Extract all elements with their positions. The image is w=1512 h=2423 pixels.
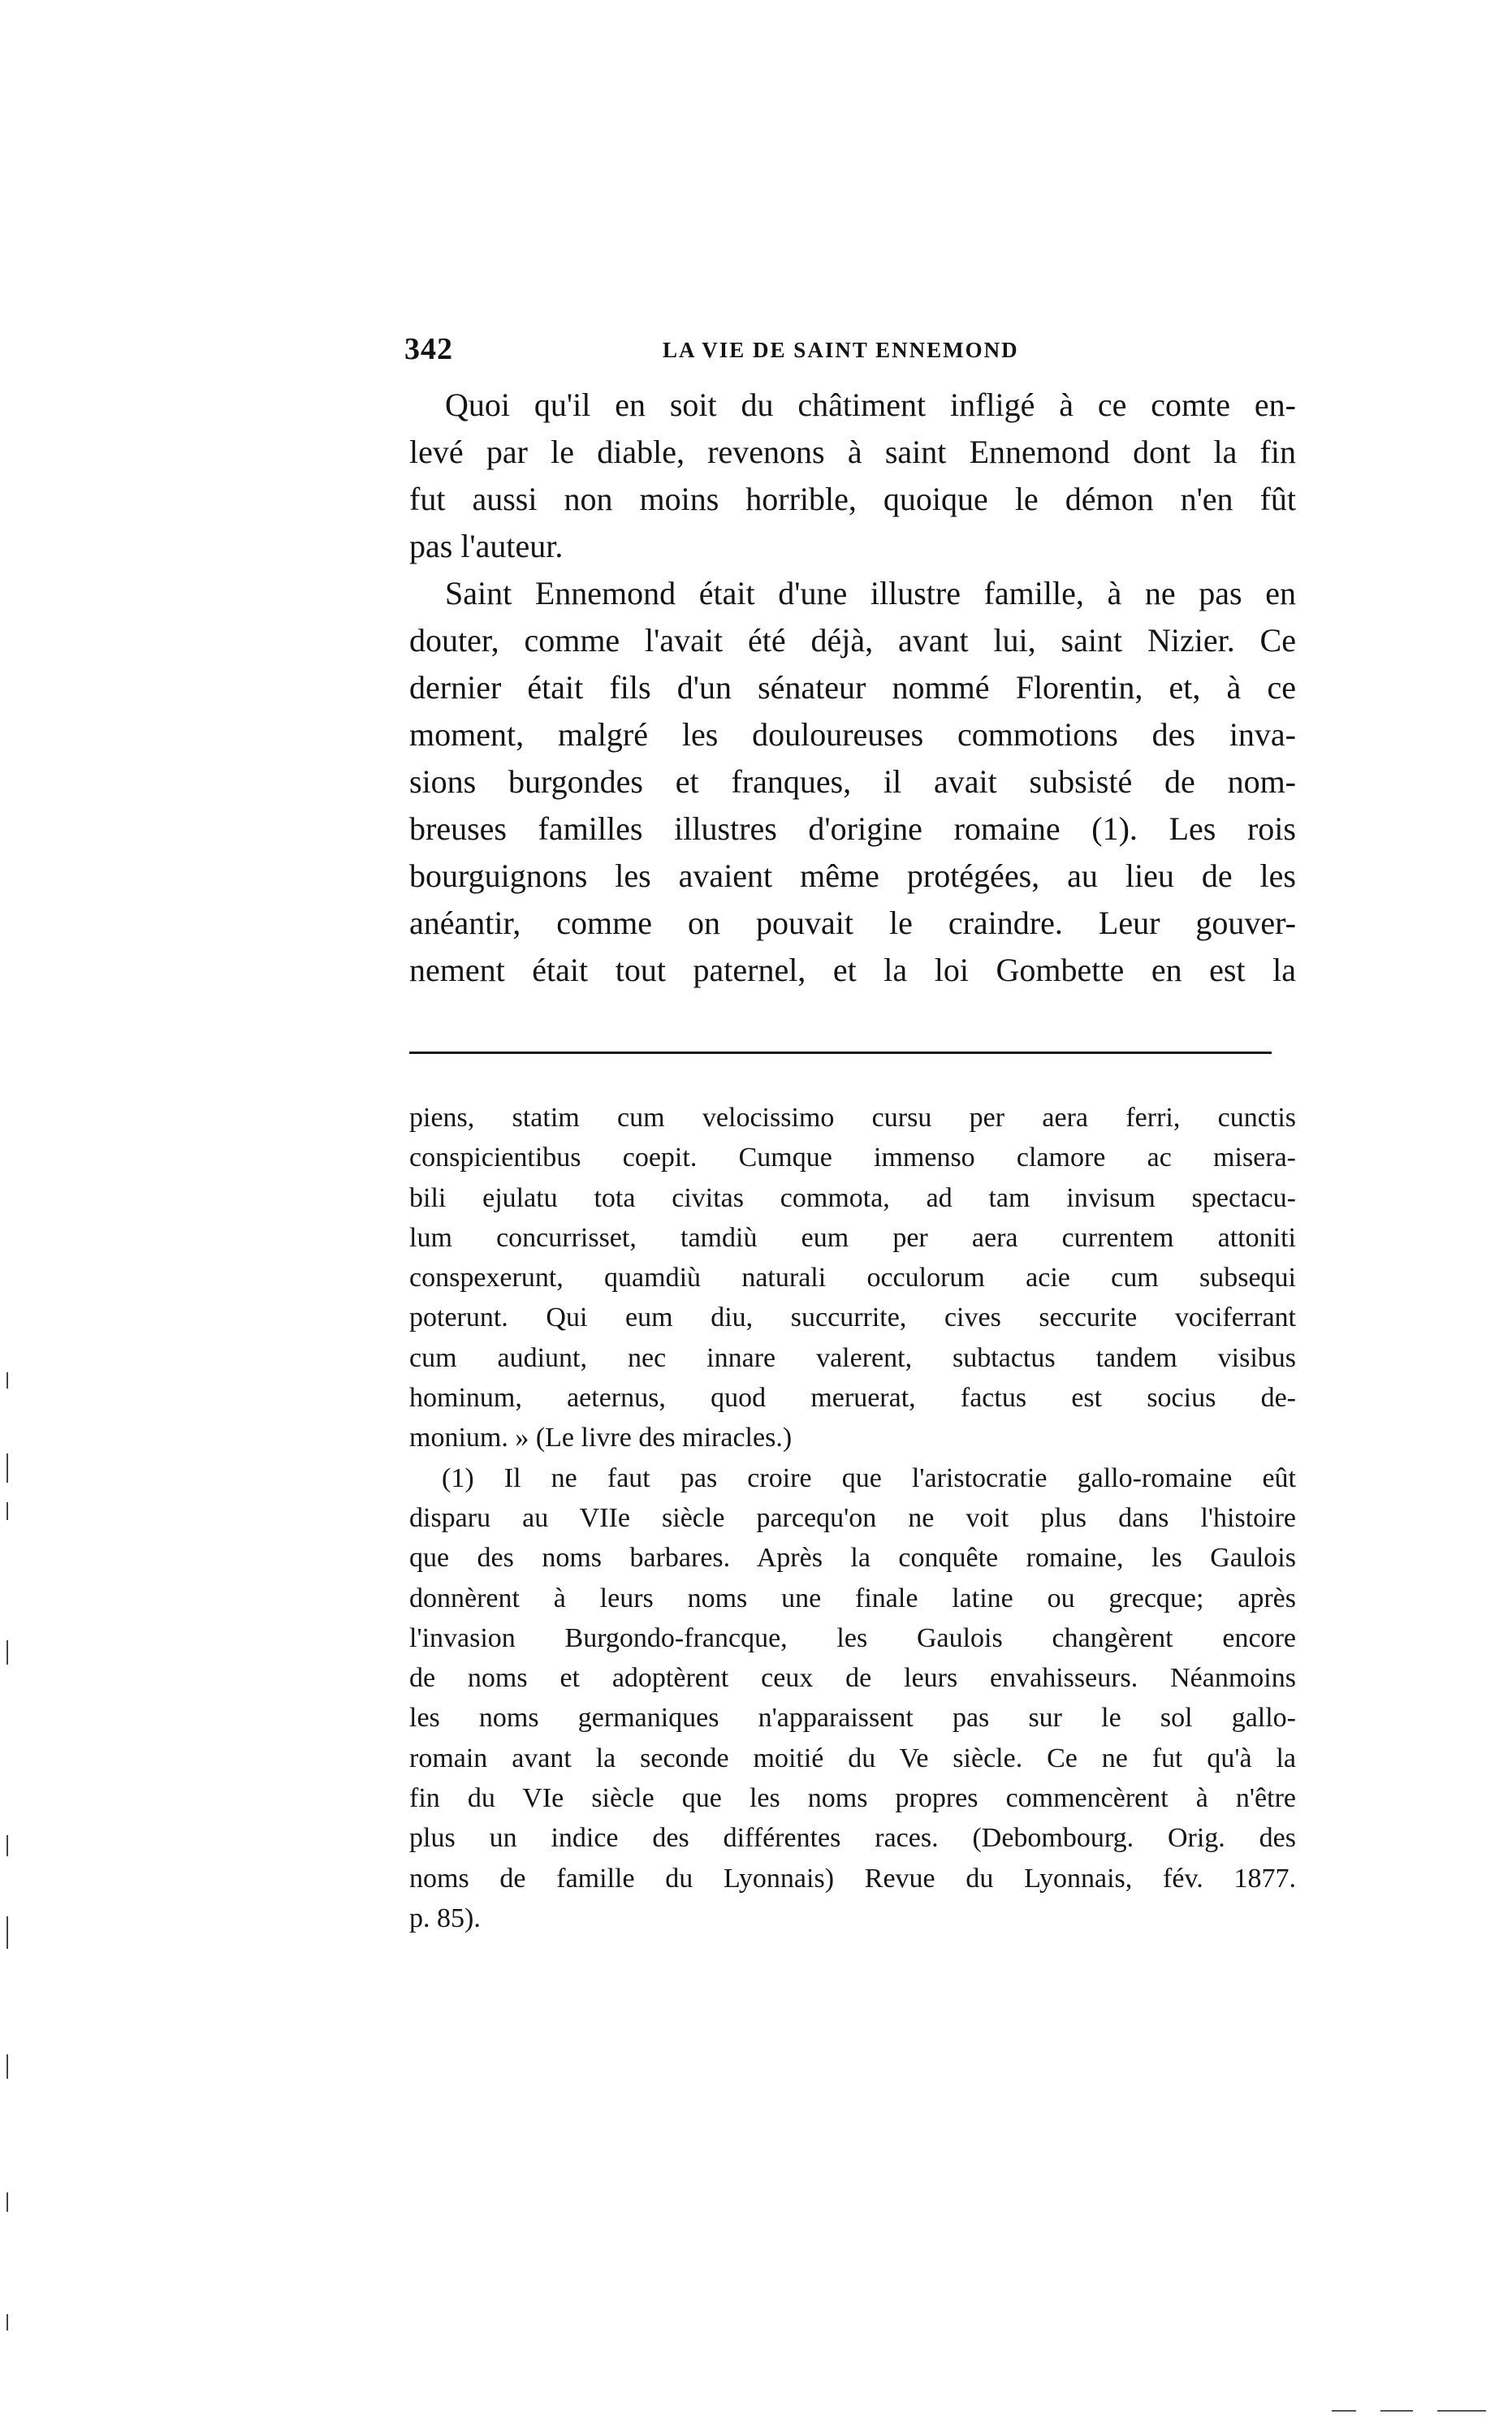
body-line: douter, comme l'avait été déjà, avant lui, saint Nizier. Ce	[409, 622, 1296, 659]
footnote-line: de noms et adoptèrent ceux de leurs envahisseurs. Néanmoins	[409, 1663, 1296, 1694]
footnote-line: (1) Il ne faut pas croire que l'aristocratie gallo-romaine eût	[442, 1462, 1296, 1493]
body-line: moment, malgré les douloureuses commotions des inva-	[409, 716, 1296, 753]
body-line: Quoi qu'il en soit du châtiment infligé à ce comte en-	[445, 387, 1296, 423]
footnote-line: monium. » (Le livre des miracles.)	[409, 1423, 793, 1453]
footnote-separator	[409, 1052, 1272, 1054]
body-line: pas l'auteur.	[409, 528, 564, 564]
body-line: fut aussi non moins horrible, quoique le démon n'en fût	[409, 481, 1296, 517]
footnote-line: disparu au VIIe siècle parcequ'on ne voit plus dans l'histoire	[409, 1502, 1296, 1533]
body-line: anéantir, comme on pouvait le craindre. Leur gouver-	[409, 905, 1296, 941]
footnote-line: hominum, aeternus, quod meruerat, factus est socius de-	[409, 1383, 1296, 1414]
scan-artifact	[6, 2192, 8, 2212]
footnote-line: noms de famille du Lyonnais) Revue du Lyonnais, fév. 1877.	[409, 1863, 1296, 1894]
footnote-line: p. 85).	[409, 1903, 481, 1933]
footnote-line: lum concurrisset, tamdiù eum per aera currentem attoniti	[409, 1222, 1296, 1253]
scan-artifact	[1437, 2410, 1486, 2412]
body-line: nement était tout paternel, et la loi Gombette en est la	[409, 952, 1296, 988]
scan-artifact	[1380, 2410, 1413, 2412]
body-line: Saint Ennemond était d'une illustre famille, à ne pas en	[445, 575, 1296, 611]
footnote-line: poterunt. Qui eum diu, succurrite, cives seccurite vociferrant	[409, 1302, 1296, 1333]
scan-artifact	[6, 1835, 8, 1856]
footnote-line: l'invasion Burgondo-francque, les Gaulois changèrent encore	[409, 1622, 1296, 1653]
scan-artifact	[6, 1502, 8, 1520]
footnote-line: piens, statim cum velocissimo cursu per aera ferri, cunctis	[409, 1103, 1296, 1133]
body-line: bourguignons les avaient même protégées, au lieu de les	[409, 857, 1296, 894]
footnotes	[409, 1098, 1296, 1938]
scan-artifact	[6, 1453, 8, 1483]
footnote-line: conspicientibus coepit. Cumque immenso clamore ac misera-	[409, 1142, 1296, 1173]
scan-artifact	[6, 1372, 8, 1389]
main-text	[409, 382, 1296, 994]
scan-artifact	[1332, 2410, 1356, 2412]
body-line: levé par le diable, revenons à saint Ennemond dont la fin	[409, 434, 1296, 470]
footnote-line: plus un indice des différentes races. (Debombourg. Orig. des	[409, 1823, 1296, 1854]
scan-artifact	[6, 2054, 8, 2079]
footnote-line: fin du VIe siècle que les noms propres commencèrent à n'être	[409, 1783, 1296, 1814]
footnote-line: bili ejulatu tota civitas commota, ad tam invisum spectacu-	[409, 1182, 1296, 1213]
body-line: sions burgondes et franques, il avait subsisté de nom-	[409, 763, 1296, 800]
running-title: LA VIE DE SAINT ENNEMOND	[663, 338, 1019, 362]
footnote-line: que des noms barbares. Après la conquête romaine, les Gaulois	[409, 1543, 1296, 1574]
footnote-line: cum audiunt, nec innare valerent, subtactus tandem visibus	[409, 1342, 1296, 1373]
footnote-line: les noms germaniques n'apparaissent pas sur le sol gallo-	[409, 1703, 1296, 1734]
footnote-line: romain avant la seconde moitié du Ve siècle. Ce ne fut qu'à la	[409, 1743, 1296, 1773]
page-header	[404, 331, 1299, 372]
scan-artifact	[6, 1640, 8, 1665]
scan-artifact	[6, 1916, 8, 1949]
page-number: 342	[404, 332, 453, 366]
scan-artifact	[6, 2314, 8, 2330]
body-line: breuses familles illustres d'origine romaine (1). Les rois	[409, 810, 1296, 847]
body-line: dernier était fils d'un sénateur nommé Florentin, et, à ce	[409, 669, 1296, 706]
footnote-line: donnèrent à leurs noms une finale latine ou grecque; après	[409, 1583, 1296, 1613]
footnote-line: conspexerunt, quamdiù naturali occulorum acie cum subsequi	[409, 1263, 1296, 1294]
